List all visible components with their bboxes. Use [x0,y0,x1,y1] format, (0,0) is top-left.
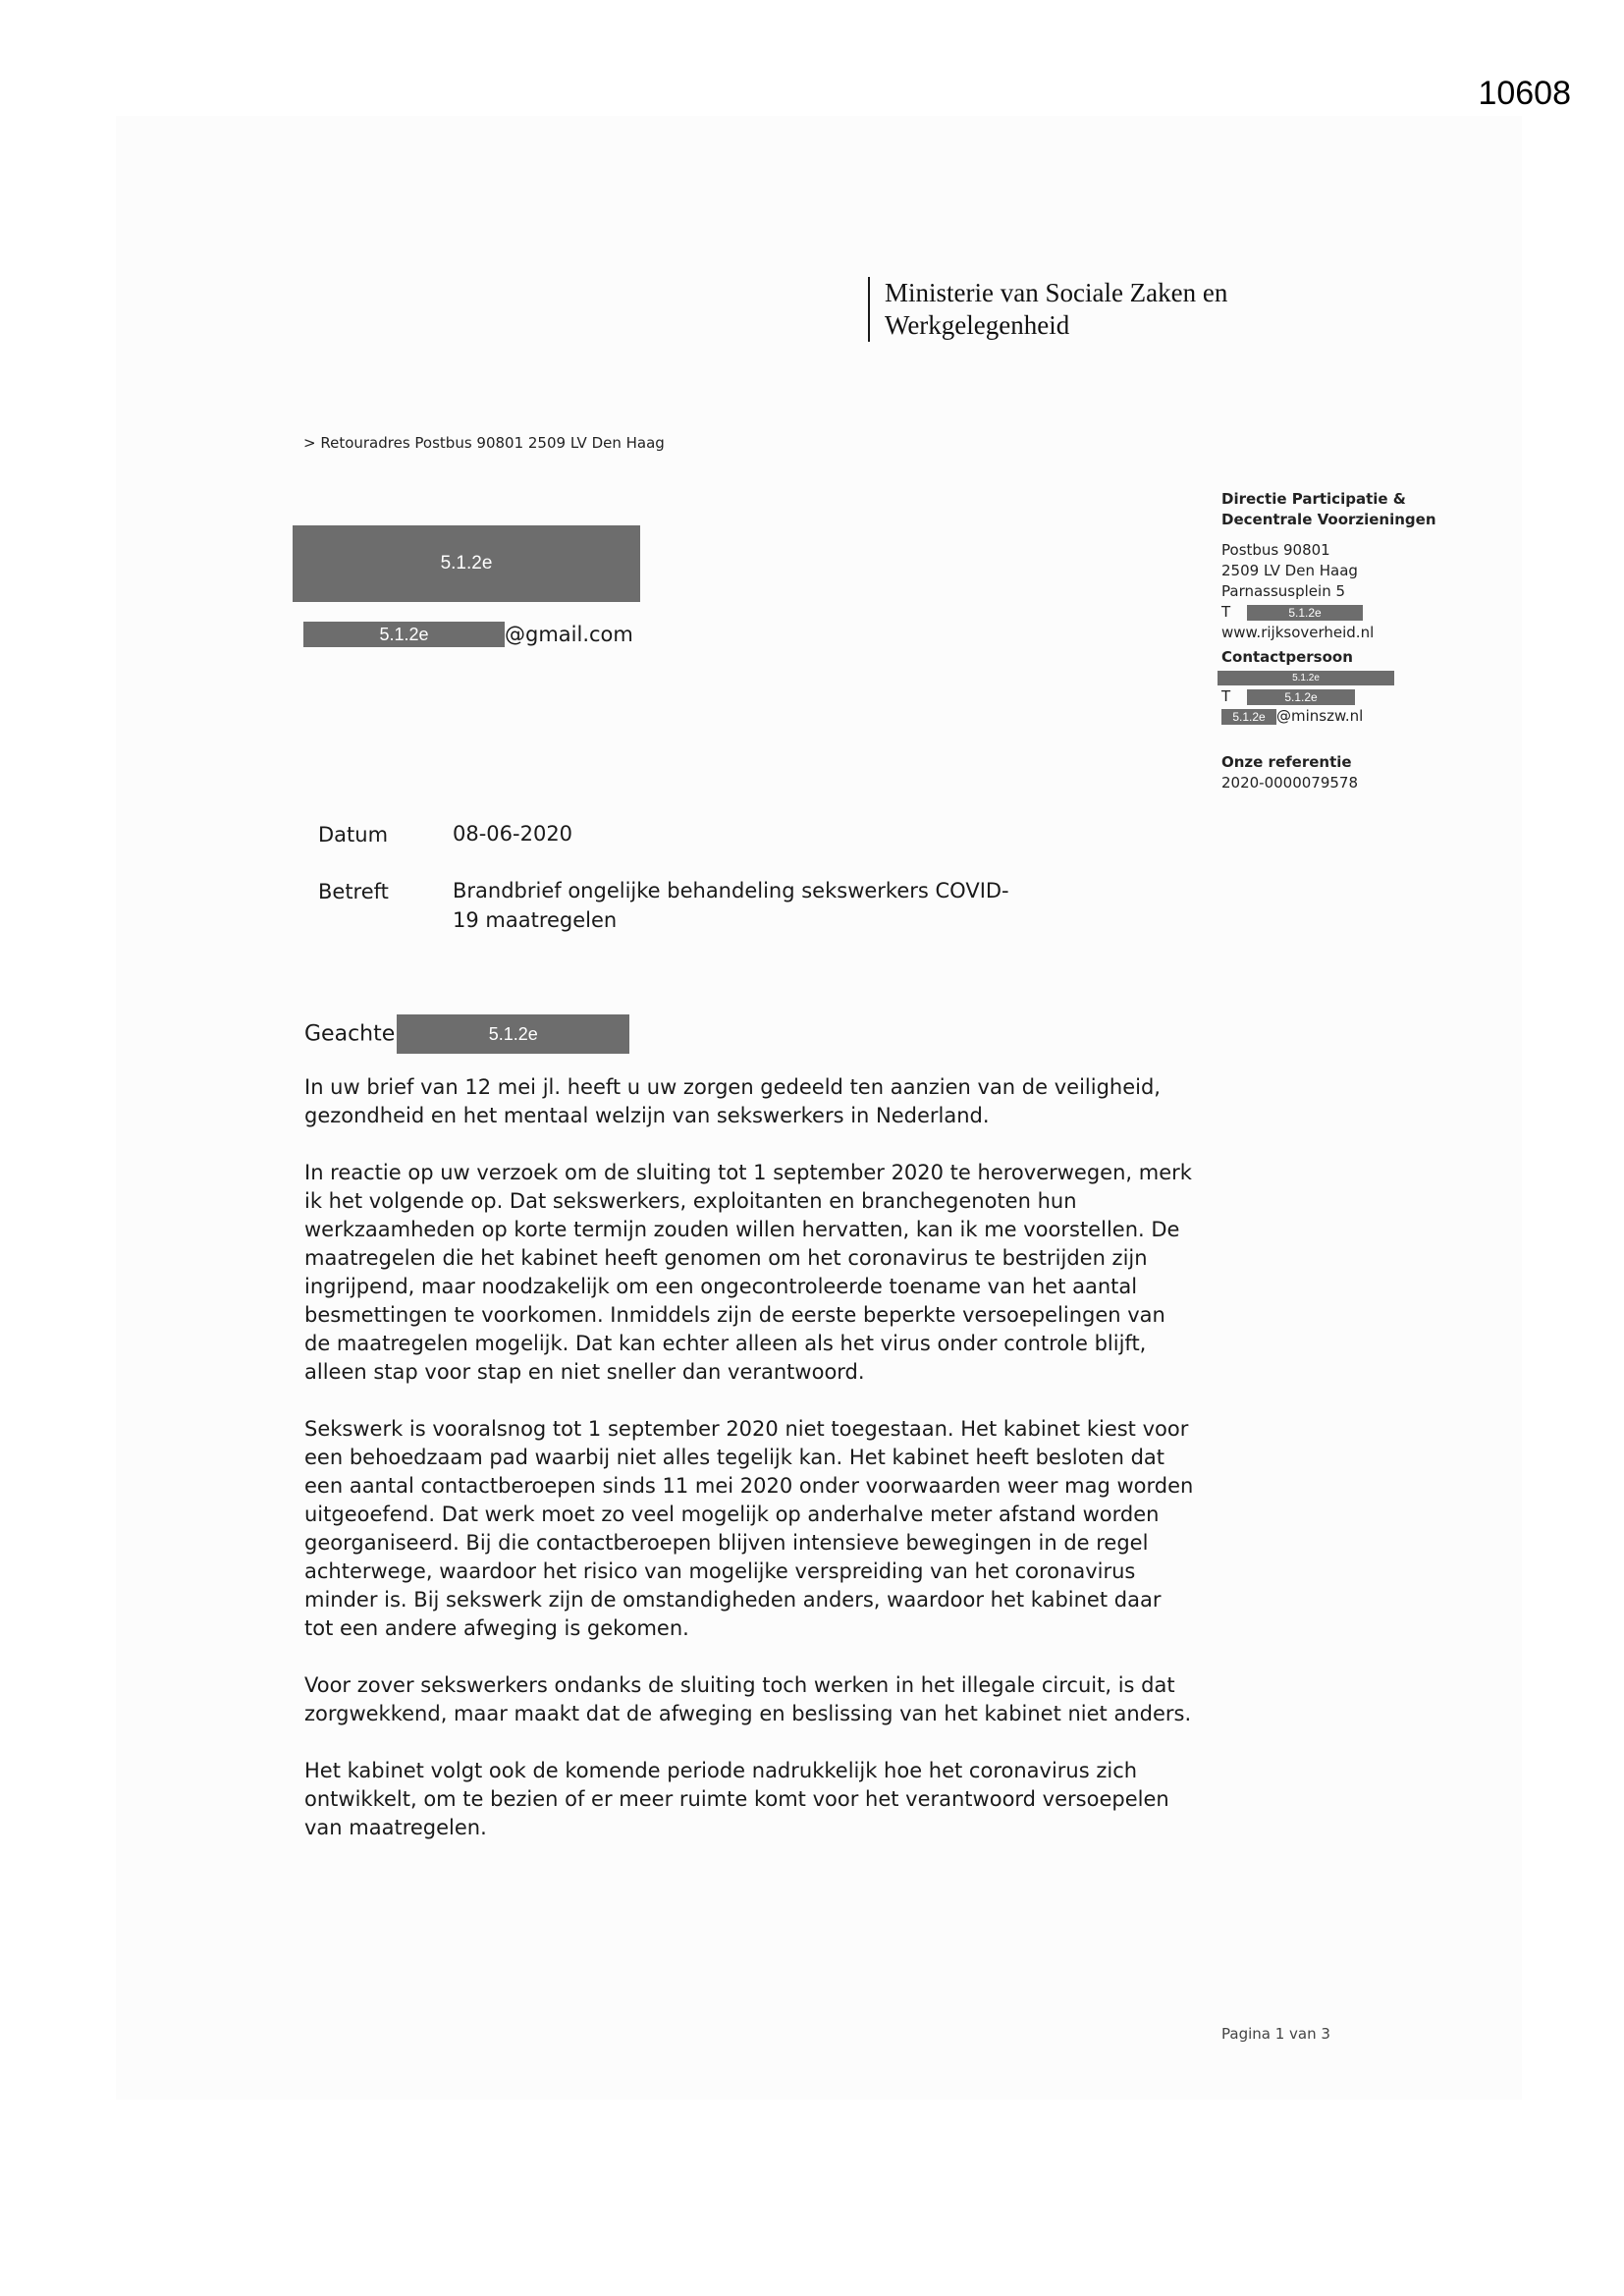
subject-line2: 19 maatregelen [453,908,618,932]
phone-line [1221,602,1457,623]
contact-phone-redaction: 5.1.2e [1247,689,1355,705]
recipient-email-suffix: @gmail.com [505,623,633,646]
department-line2: Decentrale Voorzieningen [1221,511,1436,528]
salutation-redaction: 5.1.2e [397,1014,629,1054]
document-number: 10608 [1478,75,1571,112]
ministry-name-line2: Werkgelegenheid [885,310,1070,340]
street: Parnassusplein 5 [1221,582,1346,600]
recipient-name-redaction: 5.1.2e [293,525,640,602]
return-address: > Retouradres Postbus 90801 2509 LV Den Haag [303,434,665,452]
contact-name-redaction: 5.1.2e [1218,671,1394,685]
reference-value: 2020-0000079578 [1221,774,1359,792]
paragraph-2: In reactie op uw verzoek om de sluiting tot 1 september 2020 te heroverwegen, merk ik het volgende op. Dat sekswerkers, exploitanten en branchegenoten hun werkzaamheden op korte termijn zouden willen hervatten, kan ik me voorstellen. De maatregelen die het kabinet heeft genomen om het coronavirus te bestrijden zijn ingrijpend, maar noodzakelijk om een ongecontroleerde toename van het aantal besmettingen te voorkomen. Inmiddels zijn de eerste beperkte versoepelingen van de maatregelen mogelijk. Dat kan echter alleen als het virus onder controle blijft, alleen stap voor stap en niet sneller dan verantwoord. [304,1161,1192,1384]
recipient-email [303,622,633,651]
ministry-name-line1: Ministerie van Sociale Zaken en [885,278,1228,307]
salutation-text: Geachte [304,1021,396,1047]
website: www.rijksoverheid.nl [1221,624,1375,641]
paragraph-1: In uw brief van 12 mei jl. heeft u uw zorgen gedeeld ten aanzien van de veiligheid, gezondheid en het mentaal welzijn van sekswerkers in Nederland. [304,1075,1161,1127]
ministry-logo-bar [868,277,870,342]
postcode-city: 2509 LV Den Haag [1221,562,1358,579]
contact-email-suffix: @minszw.nl [1276,707,1364,725]
date-label: Datum [318,823,389,847]
contact-phone-label: T [1221,687,1231,705]
contact-heading: Contactpersoon [1221,648,1353,666]
subject-label: Betreft [318,880,389,903]
paragraph-5: Het kabinet volgt ook de komende periode nadrukkelijk hoe het coronavirus zich ontwikkelt, om te bezien of er meer ruimte komt voor het verantwoord versoepelen van maatregelen. [304,1759,1169,1839]
date-value: 08-06-2020 [453,822,573,846]
recipient-email-redaction: 5.1.2e [303,622,505,647]
department-line1: Directie Participatie & [1221,490,1406,508]
ministry-name [885,277,1227,342]
phone-label: T [1221,603,1231,621]
contact-phone-line [1221,686,1457,706]
subject-value [453,876,1061,935]
phone-redaction: 5.1.2e [1247,605,1363,621]
sender-sidebar [1221,489,1457,793]
postbus: Postbus 90801 [1221,541,1330,559]
contact-email-line [1221,706,1457,727]
subject-line1: Brandbrief ongelijke behandeling sekswerkers COVID- [453,879,1009,902]
salutation [304,1014,629,1054]
paragraph-3: Sekswerk is vooralsnog tot 1 september 2020 niet toegestaan. Het kabinet kiest voor een behoedzaam pad waarbij niet alles tegelijk kan. Het kabinet heeft besloten dat een aantal contactberoepen sinds 11 mei 2020 onder voorwaarden weer mag worden uitgeoefend. Dat werk moet zo veel mogelijk op anderhalve meter afstand worden georganiseerd. Bij die contactberoepen blijven intensieve bewegingen in de regel achterwege, waardoor het risico van mogelijke verspreiding van het coronavirus minder is. Bij sekswerk zijn de omstandigheden anders, waardoor het kabinet daar tot een andere afweging is gekomen. [304,1417,1194,1640]
contact-name-line [1221,668,1457,686]
contact-email-redaction: 5.1.2e [1221,709,1276,725]
page-number: Pagina 1 van 3 [1221,2025,1330,2043]
paragraph-4: Voor zover sekswerkers ondanks de sluiting toch werken in het illegale circuit, is dat zorgwekkend, maar maakt dat de afweging en beslissing van het kabinet niet anders. [304,1673,1192,1725]
reference-heading: Onze referentie [1221,753,1352,771]
letter-body [304,1073,1194,1871]
